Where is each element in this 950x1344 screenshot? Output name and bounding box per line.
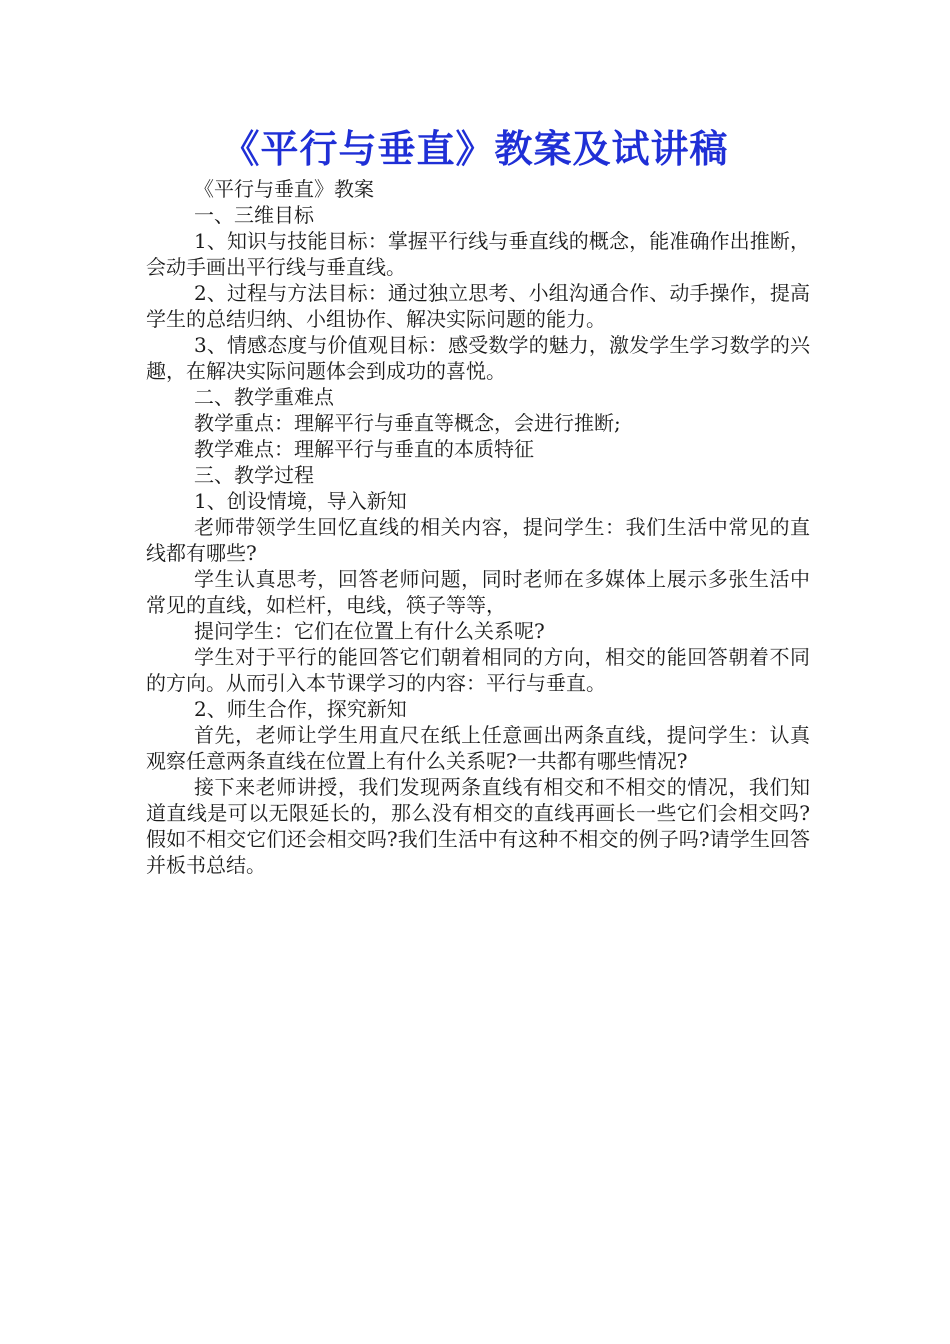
goal-emotion: 3、情感态度与价值观目标：感受数学的魅力，激发学生学习数学的兴趣，在解决实际问题体会到成功的喜悦。 [146,333,810,383]
paragraph: 老师带领学生回忆直线的相关内容，提问学生：我们生活中常见的直线都有哪些? [146,515,810,565]
section-heading-process: 三、教学过程 [194,463,314,487]
goal-process: 2、过程与方法目标：通过独立思考、小组沟通合作、动手操作，提高学生的总结归纳、小组协作、解决实际问题的能力。 [146,281,810,331]
paragraph: 提问学生：它们在位置上有什么关系呢? [194,619,545,643]
section-heading-goals: 一、三维目标 [194,203,314,227]
paragraph: 首先，老师让学生用直尺在纸上任意画出两条直线，提问学生：认真观察任意两条直线在位置上有什么关系呢?一共都有哪些情况? [146,723,810,773]
paragraph: 学生对于平行的能回答它们朝着相同的方向，相交的能回答朝着不同的方向。从而引入本节课学习的内容：平行与垂直。 [146,645,810,695]
step-heading-1: 1、创设情境，导入新知 [194,489,407,513]
step-heading-2: 2、师生合作，探究新知 [194,697,407,721]
paragraph: 学生认真思考，回答老师问题，同时老师在多媒体上展示多张生活中常见的直线，如栏杆，电线，筷子等等， [146,567,810,617]
document-body [146,176,810,878]
document-title: 《平行与垂直》教案及试讲稿 [221,127,729,171]
goal-knowledge: 1、知识与技能目标：掌握平行线与垂直线的概念，能准确作出推断，会动手画出平行线与垂直线。 [146,229,810,279]
paragraph: 接下来老师讲授，我们发现两条直线有相交和不相交的情况，我们知道直线是可以无限延长的，那么没有相交的直线再画长一些它们会相交吗?假如不相交它们还会相交吗?我们生活中有这种不相交的例子吗?请学生回答并板书总结。 [146,775,810,877]
section-heading-key-points: 二、教学重难点 [194,385,334,409]
lesson-plan-subtitle: 《平行与垂直》教案 [194,177,374,201]
key-point: 教学重点：理解平行与垂直等概念，会进行推断; [194,411,621,435]
difficult-point: 教学难点：理解平行与垂直的本质特征 [194,437,534,461]
